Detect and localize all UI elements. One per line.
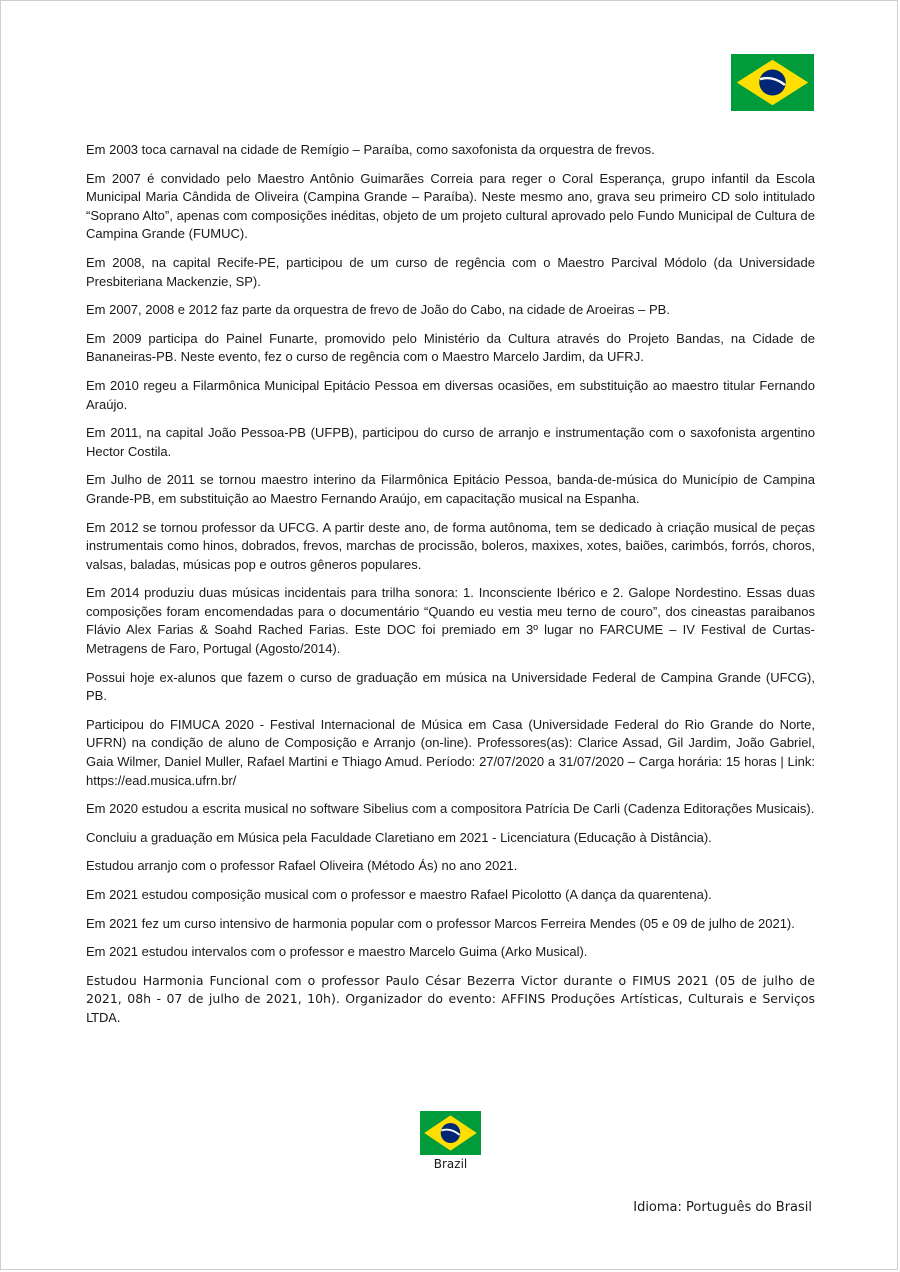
paragraph: Em 2021 fez um curso intensivo de harmonia popular com o professor Marcos Ferreira Mendes (05 e 09 de julho de 2021). [86,915,795,931]
document-body [86,141,815,1038]
paragraph: Estudou arranjo com o professor Rafael Oliveira (Método Ás) no ano 2021. [86,858,518,874]
paragraph: Concluiu a graduação em Música pela Faculdade Claretiano em 2021 - Licenciatura (Educação à Distância). [86,829,712,845]
paragraph: Participou do FIMUCA 2020 - Festival Internacional de Música em Casa (Universidade Federal do Rio Grande do Norte, UFRN) na condição de aluno de Composição e Arranjo (on-line). Professores(as): Clarice Assad, Gil Jardim, João Gabriel, Gaia Wilmer, Daniel Muller, Rafael Martini e Thiago Amud. Período: 27/07/2020 a 31/07/2020 – Carga horária: 15 horas | Link: https://ead.musica.ufrn.br/ [86,716,815,788]
paragraph: Em 2008, na capital Recife-PE, participou de um curso de regência com o Maestro Parcival Módolo (da Universidade Presbiteriana Mackenzie, SP). [86,254,815,289]
language-label: Idioma: Português do Brasil [633,1200,812,1215]
paragraph: Em 2011, na capital João Pessoa-PB (UFPB), participou do curso de arranjo e instrumentação com o saxofonista argentino Hector Costila. [86,425,815,459]
paragraph: Em 2007 é convidado pelo Maestro Antônio Guimarães Correia para reger o Coral Esperança, grupo infantil da Escola Municipal Maria Cândida de Oliveira (Campina Grande – Paraíba). Neste mesmo ano, grava seu primeiro CD solo intitulado “Soprano Alto”, apenas com composições inéditas, objeto de um projeto cultural aprovado pelo Fundo Municipal de Cultura de Campina Grande (FUMUC). [86,170,815,242]
paragraph: Em 2007, 2008 e 2012 faz parte da orquestra de frevo de João do Cabo, na cidade de Aroeiras – PB. [86,302,670,318]
paragraph: Em 2021 estudou intervalos com o professor e maestro Marcelo Guima (Arko Musical). [86,944,588,960]
paragraph: Estudou Harmonia Funcional com o professor Paulo César Bezerra Victor durante o FIMUS 2021 (05 de julho de 2021, 08h - 07 de julho de 2021, 10h). Organizador do evento: AFFINS Produções Artísticas, Culturais e Serviços LTDA. [86,972,815,1025]
paragraph: Em 2009 participa do Painel Funarte, promovido pelo Ministério da Cultura através do Projeto Bandas, na Cidade de Bananeiras-PB. Neste evento, fez o curso de regência com o Maestro Marcelo Jardim, da UFRJ. [86,330,815,365]
brazil-flag-icon [420,1111,481,1155]
paragraph: Em 2003 toca carnaval na cidade de Remígio – Paraíba, como saxofonista da orquestra de frevos. [86,142,655,157]
paragraph: Em 2012 se tornou professor da UFCG. A partir deste ano, de forma autônoma, tem se dedicado à criação musical de peças instrumentais como hinos, dobrados, frevos, marchas de procissão, boleros, maxixes, xotes, baiões, carimbós, forrós, choros, valsas, baladas, músicas pop e outros gêneros populares. [86,519,815,572]
paragraph: Possui hoje ex-alunos que fazem o curso de graduação em música na Universidade Federal de Campina Grande (UFCG), PB. [86,669,815,704]
paragraph: Em 2010 regeu a Filarmônica Municipal Epitácio Pessoa em diversas ocasiões, em substituição ao maestro titular Fernando Araújo. [86,377,815,412]
paragraph: Em 2020 estudou a escrita musical no software Sibelius com a compositora Patrícia De Carli (Cadenza Editorações Musicais). [86,801,815,817]
paragraph: Em 2014 produziu duas músicas incidentais para trilha sonora: 1. Inconsciente Ibérico e 2. Galope Nordestino. Essas duas composições foram encomendadas para o documentário “Quando eu vestia meu terno de couro”, dos cineastas paraibanos Flávio Alex Farias & Soahd Rached Farias. Este DOC foi premiado em 3º lugar no FARCUME – IV Festival de Curtas-Metragens de Faro, Portugal (Agosto/2014). [86,585,815,657]
paragraph: Em 2021 estudou composição musical com o professor e maestro Rafael Picolotto (A dança da quarentena). [86,887,712,902]
flag-block [420,1111,481,1171]
paragraph: Em Julho de 2011 se tornou maestro interino da Filarmônica Epitácio Pessoa, banda-de-música do Município de Campina Grande-PB, em substituição ao Maestro Fernando Araújo, em capacitação musical na Espanha. [86,472,815,506]
brazil-flag-icon [731,54,814,111]
flag-caption: Brazil [433,1157,468,1171]
